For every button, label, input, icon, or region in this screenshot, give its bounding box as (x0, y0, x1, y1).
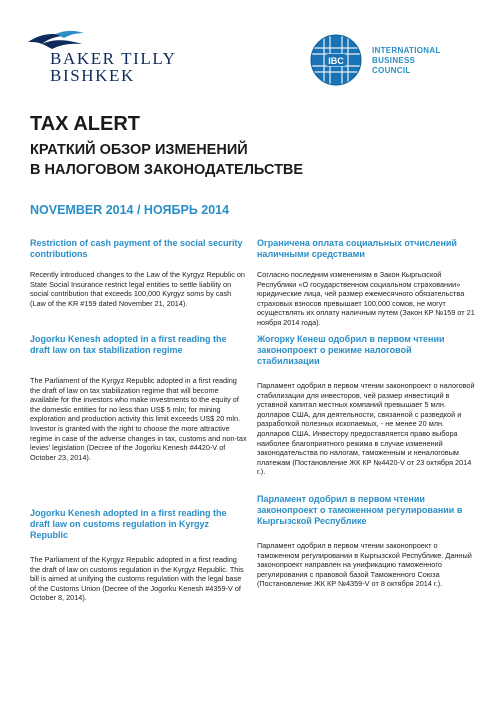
section-title: Restriction of cash payment of the social security contributions (30, 238, 243, 259)
section-body: Recently introduced changes to the Law of the Kyrgyz Republic on State Social Insurance restrict legal entities to settle liability on social contribution that exceeds 100,000 Kyrgyz soms by cash (Law of the KR #159 dated November 21, 2014). (30, 270, 245, 308)
section-body: The Parliament of the Kyrgyz Republic adopted in a first reading the draft of law on customs regulation in the Kyrgyz Republic. This bill is aimed at unifying the customs regulation with the legal base of the Customs Union (Decree of the Jogorku Kenesh #4359-V of October 8, 2014). (30, 555, 244, 603)
logo-line-1: BAKER TILLY (50, 49, 177, 68)
page-title: TAX ALERT (30, 113, 140, 135)
section-title: Ограничена оплата социальных отчислений наличными средствами (257, 238, 457, 259)
ibc-name (372, 46, 441, 76)
section-cash-restriction-ru (257, 238, 475, 328)
ibc-line-3: COUNCIL (372, 66, 411, 75)
baker-tilly-logo (22, 28, 182, 88)
logo-text (50, 50, 177, 84)
ibc-mark: IBC (328, 56, 344, 66)
section-title: Jogorku Kenesh adopted in a first reading the draft law on customs regulation in Kyrgyz Republic (30, 508, 227, 540)
ibc-logo (310, 34, 490, 94)
section-title: Жогорку Кенеш одобрил в первом чтении законопроект о режиме налоговой стабилизации (257, 334, 445, 366)
page-subtitle (30, 140, 470, 180)
logo-line-2: BISHKEK (50, 66, 135, 85)
ibc-line-2: BUSINESS (372, 56, 416, 65)
section-title: Парламент одобрил в первом чтении законопроект о таможенном регулировании в Кыргызской Республике (257, 494, 463, 526)
section-body: The Parliament of the Kyrgyz Republic adopted in a first reading the draft of law on tax stabilization regime that will become available for the investors who make investments to the equity of the domestic entities for no less than US$ 5 mln; for mining exploration and production activity this limit exceeds US$ 20 mln. Investor is granted with the right to choose the more attractive regime in case of the adverse changes in tax, customs and non-tax levies' legislation (Decree of the Jogorku Kenesh #4420-V of October 23, 2014). (30, 376, 247, 462)
section-body: Парламент одобрил в первом чтении законопроект о таможенном регулировании в Кыргызской Республике. Данный законопроект направлен на унификацию таможенного регулирования с правовой базой Таможенного Союза (Постановление ЖК КР №4359-V от 8 октября 2014 г.). (257, 541, 472, 589)
subtitle-line-1: КРАТКИЙ ОБЗОР ИЗМЕНЕНИЙ (30, 142, 248, 158)
section-customs-regulation (30, 508, 248, 603)
section-tax-stabilization-ru (257, 334, 475, 477)
issue-date: NOVEMBER 2014 / НОЯБРЬ 2014 (30, 203, 230, 217)
title-block (30, 112, 470, 180)
section-body: Согласно последним изменениям в Закон Кыргызской Республики «О государственном социальном страховании» юридические лица, чей размер ежемесячного обязательства страховых взносов превышает 100,000 сомов, не могут осуществлять их оплату наличным путем (Закон КР №159 от 21 ноября 2014 года). (257, 270, 475, 327)
subtitle-line-2: В НАЛОГОВОМ ЗАКОНОДАТЕЛЬСТВЕ (30, 162, 304, 178)
section-body: Парламент одобрил в первом чтении законопроект о налоговой стабилизации для инвесторов, чей размер инвестиций в уставной капитал местных компаний превышает 5 млн. долларов США, для деятельности, связанной с разведкой и разработкой полезных ископаемых, - не менее 20 млн. долларов США. Инвестору предоставляется право выбора наиболее благоприятного режима в случае изменений законодательства по налогам, таможенным и неналоговым платежам (Постановление ЖК КР №4420-V от 23 октября 2014 г.). (257, 381, 475, 477)
ibc-line-1: INTERNATIONAL (372, 46, 441, 55)
header (0, 0, 500, 100)
section-customs-regulation-ru (257, 494, 475, 589)
section-tax-stabilization (30, 334, 248, 462)
section-cash-restriction (30, 238, 248, 308)
globe-icon (310, 34, 362, 86)
section-title: Jogorku Kenesh adopted in a first reading the draft law on tax stabilization regime (30, 334, 227, 355)
